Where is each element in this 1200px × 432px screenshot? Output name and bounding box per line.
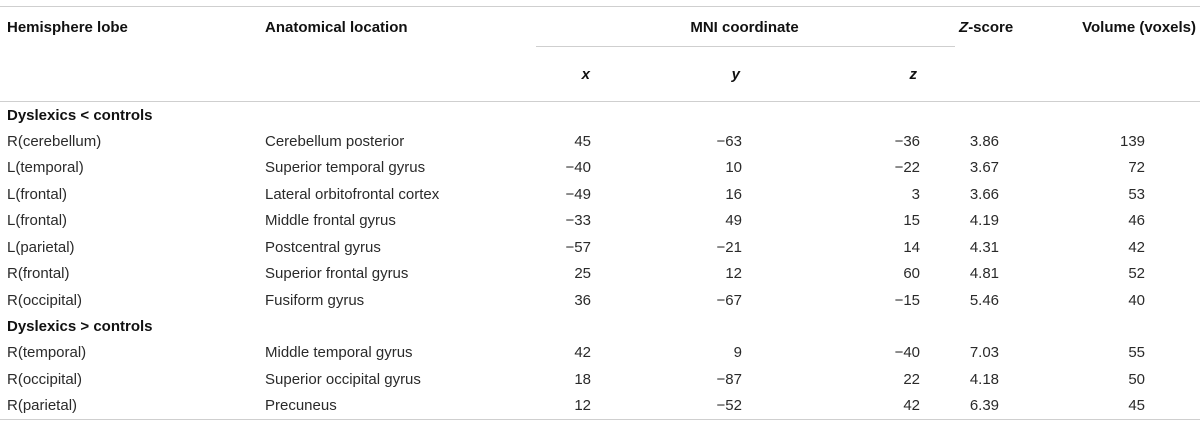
cell-volume: 55 xyxy=(1128,344,1146,362)
cell-z: 42 xyxy=(813,393,959,420)
cell-y: −87 xyxy=(716,370,742,388)
cell-z-score: 3.67 xyxy=(969,159,1000,177)
cell-z-score: 4.19 xyxy=(969,212,1000,230)
table-row xyxy=(0,366,1200,393)
cell-z-score: 3.66 xyxy=(969,185,1000,203)
cell-anatomical-location: Superior frontal gyrus xyxy=(265,265,409,283)
header-blank-3 xyxy=(959,47,1058,102)
table-body xyxy=(0,102,1200,420)
cell-hemisphere-lobe: L(parietal) xyxy=(7,238,75,256)
cell-volume: 139 xyxy=(1119,132,1146,150)
header-volume: Volume (voxels) xyxy=(1082,18,1197,36)
header-y: y xyxy=(731,65,740,83)
cell-z-score: 3.86 xyxy=(969,132,1000,150)
table-row xyxy=(0,181,1200,208)
cell-z-score: 4.18 xyxy=(969,370,1000,388)
cell-z: 60 xyxy=(903,265,921,283)
header-anatomical-location: Anatomical location xyxy=(265,18,408,36)
cell-y: 12 xyxy=(725,265,742,283)
table-row xyxy=(0,128,1200,155)
cell-volume: 46 xyxy=(1128,212,1146,230)
cell-anatomical-location: Middle temporal gyrus xyxy=(265,344,413,362)
z-rest: -score xyxy=(968,18,1014,36)
cell-volume: 40 xyxy=(1128,291,1146,309)
cell-hemisphere-lobe: R(frontal) xyxy=(7,265,70,283)
cell-volume: 50 xyxy=(1128,370,1146,388)
table-row xyxy=(0,208,1200,235)
cell-hemisphere-lobe: R(cerebellum) xyxy=(7,132,102,150)
cell-anatomical-location: Superior occipital gyrus xyxy=(265,370,421,388)
header-hemisphere-lobe: Hemisphere lobe xyxy=(7,18,128,36)
cell-z: −36 xyxy=(894,132,921,150)
cell-hemisphere-lobe: R(parietal) xyxy=(0,393,258,420)
cell-z: 15 xyxy=(903,212,921,230)
cell-z-score: 4.31 xyxy=(969,238,1000,256)
table-row xyxy=(0,393,1200,420)
cell-z-score: 7.03 xyxy=(969,344,1000,362)
cell-z: 22 xyxy=(903,370,921,388)
header-mni-coordinate xyxy=(530,7,959,48)
table-header xyxy=(0,7,1200,102)
cell-hemisphere-lobe: L(temporal) xyxy=(7,159,84,177)
cell-volume: 42 xyxy=(1128,238,1146,256)
cell-volume: 53 xyxy=(1128,185,1146,203)
cell-y: −21 xyxy=(716,238,742,256)
group-header-row xyxy=(0,314,1200,340)
cell-x: −40 xyxy=(565,159,591,177)
table-row xyxy=(0,287,1200,314)
mni-underline xyxy=(536,46,955,47)
cell-volume: 72 xyxy=(1128,159,1146,177)
cell-y: −67 xyxy=(716,291,742,309)
cell-x: 45 xyxy=(574,132,591,150)
cell-y: 10 xyxy=(725,159,742,177)
cell-hemisphere-lobe: L(frontal) xyxy=(7,212,68,230)
table-row xyxy=(0,234,1200,261)
cell-hemisphere-lobe: R(occipital) xyxy=(7,370,83,388)
cell-anatomical-location: Middle frontal gyrus xyxy=(265,212,396,230)
cell-volume: 45 xyxy=(1058,393,1200,420)
table-row xyxy=(0,340,1200,367)
cell-x: 42 xyxy=(574,344,591,362)
header-x: x xyxy=(581,65,590,83)
header-z-score xyxy=(959,7,1058,48)
cell-y: 9 xyxy=(733,344,742,362)
z-italic: Z xyxy=(959,18,969,36)
cell-anatomical-location: Cerebellum posterior xyxy=(265,132,405,150)
cell-z: 14 xyxy=(903,238,921,256)
header-blank-1 xyxy=(0,47,258,102)
cell-anatomical-location: Precuneus xyxy=(258,393,530,420)
cell-anatomical-location: Postcentral gyrus xyxy=(265,238,381,256)
mni-label: MNI coordinate xyxy=(690,18,799,36)
group-header-row xyxy=(0,102,1200,129)
cell-x: −57 xyxy=(565,238,591,256)
cell-hemisphere-lobe: L(frontal) xyxy=(7,185,68,203)
cell-hemisphere-lobe: R(occipital) xyxy=(7,291,83,309)
table-row xyxy=(0,155,1200,182)
cell-y: 49 xyxy=(725,212,742,230)
cell-anatomical-location: Lateral orbitofrontal cortex xyxy=(265,185,440,203)
header-blank-2 xyxy=(258,47,530,102)
cell-anatomical-location: Superior temporal gyrus xyxy=(265,159,426,177)
cell-x: −49 xyxy=(565,185,591,203)
group-title: Dyslexics > controls xyxy=(7,318,153,335)
cell-x: 18 xyxy=(574,370,591,388)
cell-x: 36 xyxy=(574,291,591,309)
group-title: Dyslexics < controls xyxy=(7,106,153,124)
cell-z: −22 xyxy=(894,159,921,177)
cell-z: −40 xyxy=(894,344,921,362)
cell-x: −33 xyxy=(565,212,591,230)
header-blank-4 xyxy=(1058,47,1200,102)
cell-z: 3 xyxy=(911,185,921,203)
cell-volume: 52 xyxy=(1128,265,1146,283)
results-table xyxy=(0,6,1200,420)
header-z: z xyxy=(909,65,918,83)
cell-x: 25 xyxy=(574,265,591,283)
cell-y: −63 xyxy=(716,132,742,150)
cell-x: 12 xyxy=(530,393,665,420)
cell-z-score: 5.46 xyxy=(969,291,1000,309)
cell-z-score: 4.81 xyxy=(969,265,1000,283)
cell-hemisphere-lobe: R(temporal) xyxy=(7,344,87,362)
cell-z: −15 xyxy=(894,291,921,309)
cell-y: −52 xyxy=(665,393,813,420)
cell-y: 16 xyxy=(725,185,742,203)
cell-z-score: 6.39 xyxy=(959,393,1058,420)
table-row xyxy=(0,261,1200,288)
cell-anatomical-location: Fusiform gyrus xyxy=(265,291,365,309)
